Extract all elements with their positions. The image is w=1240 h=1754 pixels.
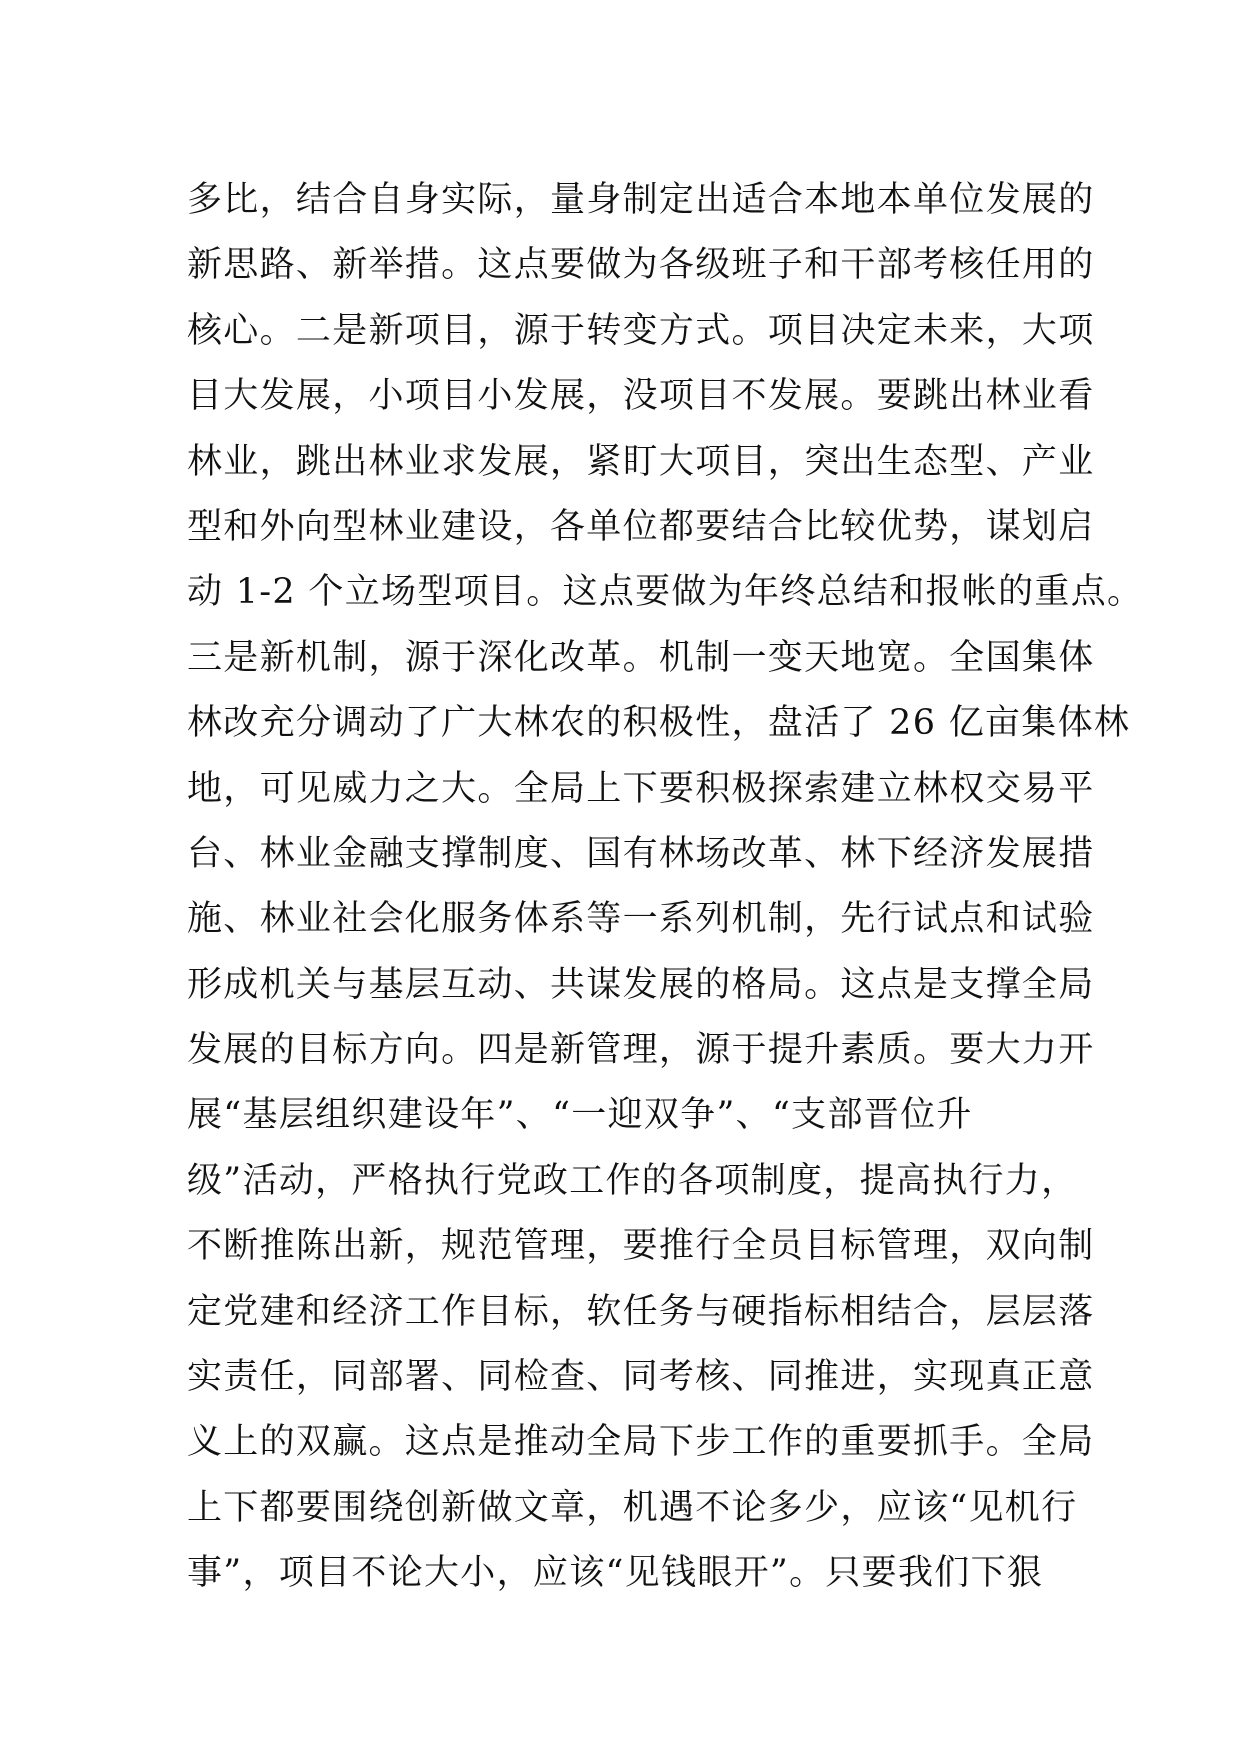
text-line: 事”，项目不论大小，应该“见钱眼开”。只要我们下狠: [187, 1553, 1044, 1594]
text-line: 级”活动，严格执行党政工作的各项制度，提高执行力，: [187, 1160, 1078, 1201]
text-line: 林改充分调动了广大林农的积极性，盘活了 26 亿亩集体林: [187, 703, 1131, 744]
text-line: 动 1-2 个立场型项目。这点要做为年终总结和报帐的重点。: [187, 572, 1144, 613]
text-line: 台、林业金融支撑制度、国有林场改革、林下经济发展措: [187, 833, 1095, 874]
text-line: 发展的目标方向。四是新管理，源于提升素质。要大力开: [187, 1030, 1095, 1071]
text-line: 多比，结合自身实际，量身制定出适合本地本单位发展的: [187, 180, 1095, 220]
text-line: 定党建和经济工作目标，软任务与硬指标相结合，层层落: [187, 1291, 1095, 1332]
text-line: 施、林业社会化服务体系等一系列机制，先行试点和试验: [187, 899, 1095, 940]
text-line: 实责任，同部署、同检查、同考核、同推进，实现真正意: [187, 1357, 1095, 1398]
text-line: 形成机关与基层互动、共谋发展的格局。这点是支撑全局: [187, 964, 1095, 1005]
text-line: 不断推陈出新，规范管理，要推行全员目标管理，双向制: [187, 1226, 1095, 1267]
text-line: 新思路、新举措。这点要做为各级班子和干部考核任用的: [187, 245, 1095, 286]
text-line: 展“基层组织建设年”、“一迎双争”、“支部晋位升: [187, 1095, 973, 1136]
text-line: 林业，跳出林业求发展，紧盯大项目，突出生态型、产业: [187, 441, 1095, 482]
text-line: 地，可见威力之大。全局上下要积极探索建立林权交易平: [187, 768, 1095, 809]
text-line: 三是新机制，源于深化改革。机制一变天地宽。全国集体: [187, 637, 1095, 678]
text-line: 上下都要围绕创新做文章，机遇不论多少，应该“见机行: [187, 1487, 1078, 1528]
body-text: [187, 168, 1144, 1607]
text-line: 核心。二是新项目，源于转变方式。项目决定未来，大项: [187, 310, 1095, 351]
text-line: 义上的双赢。这点是推动全局下步工作的重要抓手。全局: [187, 1422, 1095, 1463]
text-line: 型和外向型林业建设，各单位都要结合比较优势，谋划启: [187, 506, 1095, 547]
text-line: 目大发展，小项目小发展，没项目不发展。要跳出林业看: [187, 376, 1095, 417]
